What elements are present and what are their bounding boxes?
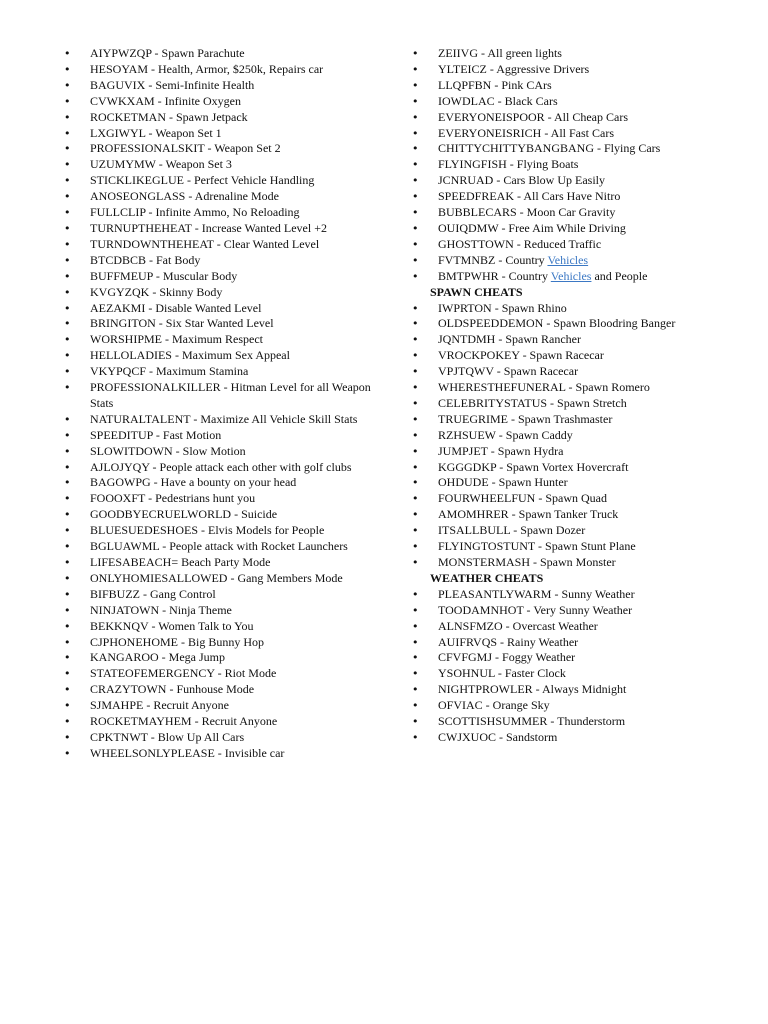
list-item: • KANGAROO - Mega Jump xyxy=(60,650,372,666)
list-item: • FULLCLIP - Infinite Ammo, No Reloading xyxy=(60,205,372,221)
list-item: • FOURWHEELFUN - Spawn Quad xyxy=(408,491,708,507)
list-item: • LXGIWYL - Weapon Set 1 xyxy=(60,126,372,142)
list-item: • SCOTTISHSUMMER - Thunderstorm xyxy=(408,714,708,730)
spawn-cheats-heading: SPAWN CHEATS xyxy=(430,284,523,299)
list-item: • WHERESTHEFUNERAL - Spawn Romero xyxy=(408,380,708,396)
list-item: • NATURALTALENT - Maximize All Vehicle Skill Stats xyxy=(60,412,372,428)
list-item: • SLOWITDOWN - Slow Motion xyxy=(60,444,372,460)
list-item: • FLYINGTOSTUNT - Spawn Stunt Plane xyxy=(408,539,708,555)
list-item: • CFVFGMJ - Foggy Weather xyxy=(408,650,708,666)
vehicles-link[interactable]: Vehicles xyxy=(547,252,589,267)
list-item: • STATEOFEMERGENCY - Riot Mode xyxy=(60,666,372,682)
list-item: • GOODBYECRUELWORLD - Suicide xyxy=(60,507,372,523)
list-item: • EVERYONEISRICH - All Fast Cars xyxy=(408,126,708,142)
list-item: • BGLUAWML - People attack with Rocket Launchers xyxy=(60,539,372,555)
list-item: • BUFFMEUP - Muscular Body xyxy=(60,269,372,285)
list-item: • OFVIAC - Orange Sky xyxy=(408,698,708,714)
list-item: • IOWDLAC - Black Cars xyxy=(408,94,708,110)
list-item: • LIFESABEACH= Beach Party Mode xyxy=(60,555,372,571)
list-item: • YSOHNUL - Faster Clock xyxy=(408,666,708,682)
list-item: • BLUESUEDESHOES - Elvis Models for People xyxy=(60,523,372,539)
list-item: • IWPRTON - Spawn Rhino xyxy=(408,301,708,317)
list-item: • JCNRUAD - Cars Blow Up Easily xyxy=(408,173,708,189)
list-item: • BAGUVIX - Semi-Infinite Health xyxy=(60,78,372,94)
list-item: • VPJTQWV - Spawn Racecar xyxy=(408,364,708,380)
list-item: • BUBBLECARS - Moon Car Gravity xyxy=(408,205,708,221)
list-item: • GHOSTTOWN - Reduced Traffic xyxy=(408,237,708,253)
list-item: • OUIQDMW - Free Aim While Driving xyxy=(408,221,708,237)
list-item: • ALNSFMZO - Overcast Weather xyxy=(408,619,708,635)
list-item: • KVGYZQK - Skinny Body xyxy=(60,285,372,301)
list-item: • CWJXUOC - Sandstorm xyxy=(408,730,708,746)
list-item: • PROFESSIONALSKIT - Weapon Set 2 xyxy=(60,141,372,157)
list-item: • PROFESSIONALKILLER - Hitman Level for all Weapon Stats xyxy=(60,380,372,412)
list-item: • SJMAHPE - Recruit Anyone xyxy=(60,698,372,714)
list-item: • AJLOJYQY - People attack each other with golf clubs xyxy=(60,460,372,476)
list-item: • AMOMHRER - Spawn Tanker Truck xyxy=(408,507,708,523)
list-item: • WHEELSONLYPLEASE - Invisible car xyxy=(60,746,372,762)
list-item: • FLYINGFISH - Flying Boats xyxy=(408,157,708,173)
list-item: • BAGOWPG - Have a bounty on your head xyxy=(60,475,372,491)
list-item: • BIFBUZZ - Gang Control xyxy=(60,587,372,603)
list-item: • ONLYHOMIESALLOWED - Gang Members Mode xyxy=(60,571,372,587)
list-item: • WORSHIPME - Maximum Respect xyxy=(60,332,372,348)
list-item: • STICKLIKEGLUE - Perfect Vehicle Handling xyxy=(60,173,372,189)
list-item: • VROCKPOKEY - Spawn Racecar xyxy=(408,348,708,364)
list-item: • CHITTYCHITTYBANGBANG - Flying Cars xyxy=(408,141,708,157)
list-item: • LLQPFBN - Pink CArs xyxy=(408,78,708,94)
list-item: • BTCDBCB - Fat Body xyxy=(60,253,372,269)
list-item: • TOODAMNHOT - Very Sunny Weather xyxy=(408,603,708,619)
list-item: • MONSTERMASH - Spawn Monster xyxy=(408,555,708,571)
list-item: • TURNUPTHEHEAT - Increase Wanted Level +2 xyxy=(60,221,372,237)
list-item-country-vehicles-people xyxy=(408,269,708,285)
list-item: • NINJATOWN - Ninja Theme xyxy=(60,603,372,619)
list-item: • TURNDOWNTHEHEAT - Clear Wanted Level xyxy=(60,237,372,253)
list-item: • BRINGITON - Six Star Wanted Level xyxy=(60,316,372,332)
left-cheat-list xyxy=(60,46,372,762)
list-item: • ROCKETMAN - Spawn Jetpack xyxy=(60,110,372,126)
list-item: • HESOYAM - Health, Armor, $250k, Repairs car xyxy=(60,62,372,78)
list-item: • SPEEDFREAK - All Cars Have Nitro xyxy=(408,189,708,205)
list-item: • CVWKXAM - Infinite Oxygen xyxy=(60,94,372,110)
list-item: • CPKTNWT - Blow Up All Cars xyxy=(60,730,372,746)
vehicles-link[interactable]: Vehicles xyxy=(550,268,592,283)
list-item: • TRUEGRIME - Spawn Trashmaster xyxy=(408,412,708,428)
list-item: • AEZAKMI - Disable Wanted Level xyxy=(60,301,372,317)
list-item: • RZHSUEW - Spawn Caddy xyxy=(408,428,708,444)
item-text: and People xyxy=(591,268,648,283)
list-item: • CRAZYTOWN - Funhouse Mode xyxy=(60,682,372,698)
list-item: • EVERYONEISPOOR - All Cheap Cars xyxy=(408,110,708,126)
list-item: • BEKKNQV - Women Talk to You xyxy=(60,619,372,635)
item-text: BMTPWHR - Country xyxy=(438,268,551,283)
list-item: • PLEASANTLYWARM - Sunny Weather xyxy=(408,587,708,603)
list-item: • ZEIIVG - All green lights xyxy=(408,46,708,62)
list-item: • AIYPWZQP - Spawn Parachute xyxy=(60,46,372,62)
list-item: • JQNTDMH - Spawn Rancher xyxy=(408,332,708,348)
list-item: • KGGGDKP - Spawn Vortex Hovercraft xyxy=(408,460,708,476)
list-item: • YLTEICZ - Aggressive Drivers xyxy=(408,62,708,78)
list-item: • OLDSPEEDDEMON - Spawn Bloodring Banger xyxy=(408,316,708,332)
list-item: • CJPHONEHOME - Big Bunny Hop xyxy=(60,635,372,651)
list-item: • FOOOXFT - Pedestrians hunt you xyxy=(60,491,372,507)
list-item: • SPEEDITUP - Fast Motion xyxy=(60,428,372,444)
list-item: • HELLOLADIES - Maximum Sex Appeal xyxy=(60,348,372,364)
list-item: • OHDUDE - Spawn Hunter xyxy=(408,475,708,491)
right-cheat-list xyxy=(408,46,708,746)
list-item: • ITSALLBULL - Spawn Dozer xyxy=(408,523,708,539)
list-item: • JUMPJET - Spawn Hydra xyxy=(408,444,708,460)
weather-cheats-heading: WEATHER CHEATS xyxy=(430,570,544,585)
list-item: • ROCKETMAYHEM - Recruit Anyone xyxy=(60,714,372,730)
list-item: • UZUMYMW - Weapon Set 3 xyxy=(60,157,372,173)
list-item: • AUIFRVQS - Rainy Weather xyxy=(408,635,708,651)
item-text: FVTMNBZ - Country xyxy=(438,252,548,267)
list-item: • CELEBRITYSTATUS - Spawn Stretch xyxy=(408,396,708,412)
list-item: • ANOSEONGLASS - Adrenaline Mode xyxy=(60,189,372,205)
list-item-country-vehicles xyxy=(408,253,708,269)
list-item: • VKYPQCF - Maximum Stamina xyxy=(60,364,372,380)
list-item: • NIGHTPROWLER - Always Midnight xyxy=(408,682,708,698)
